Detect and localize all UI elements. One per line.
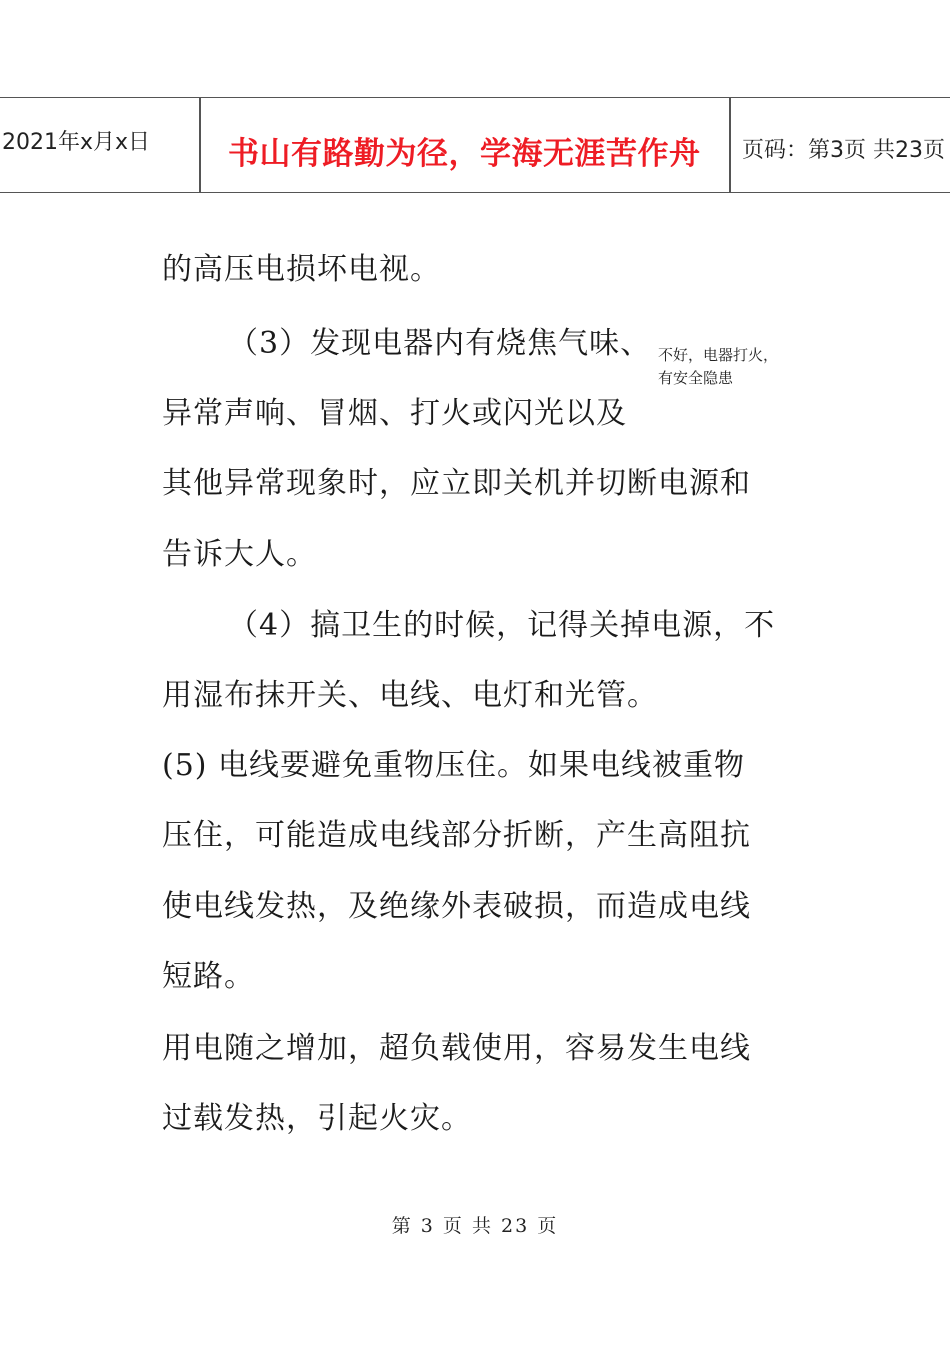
body-line: 告诉大人。 — [162, 537, 317, 572]
body-line: 的高压电损坏电视。 — [162, 252, 441, 287]
body-line: 过载发热，引起火灾。 — [162, 1101, 472, 1136]
body-line: （3）发现电器内有烧焦气味、 — [228, 326, 652, 361]
body-line: 用湿布抹开关、电线、电灯和光管。 — [162, 678, 658, 713]
body-line: （4）搞卫生的时候，记得关掉电源，不 — [228, 608, 776, 643]
side-note-line: 有安全隐患 — [658, 369, 734, 387]
page-footer: 第 3 页 共 23 页 — [391, 1215, 559, 1237]
header-divider-left — [199, 98, 201, 192]
header-motto: 书山有路勤为径，学海无涯苦作舟 — [228, 136, 701, 172]
body-line: 使电线发热，及绝缘外表破损，而造成电线 — [162, 889, 751, 924]
body-line: 用电随之增加，超负载使用，容易发生电线 — [162, 1031, 751, 1066]
side-note-line: 不好，电器打火， — [658, 346, 779, 364]
page-header — [0, 97, 950, 193]
header-date: 2021年x月x日 — [2, 130, 151, 155]
body-line: 短路。 — [162, 959, 255, 994]
body-line: (5) 电线要避免重物压住。如果电线被重物 — [162, 748, 746, 783]
header-divider-right — [729, 98, 731, 192]
body-line: 其他异常现象时，应立即关机并切断电源和 — [162, 466, 751, 501]
body-line: 异常声响、冒烟、打火或闪光以及 — [162, 396, 627, 431]
side-note — [658, 344, 778, 390]
body-line: 压住，可能造成电线部分折断，产生高阻抗 — [162, 818, 751, 853]
header-page-info: 页码：第3页 共23页 — [742, 138, 945, 163]
